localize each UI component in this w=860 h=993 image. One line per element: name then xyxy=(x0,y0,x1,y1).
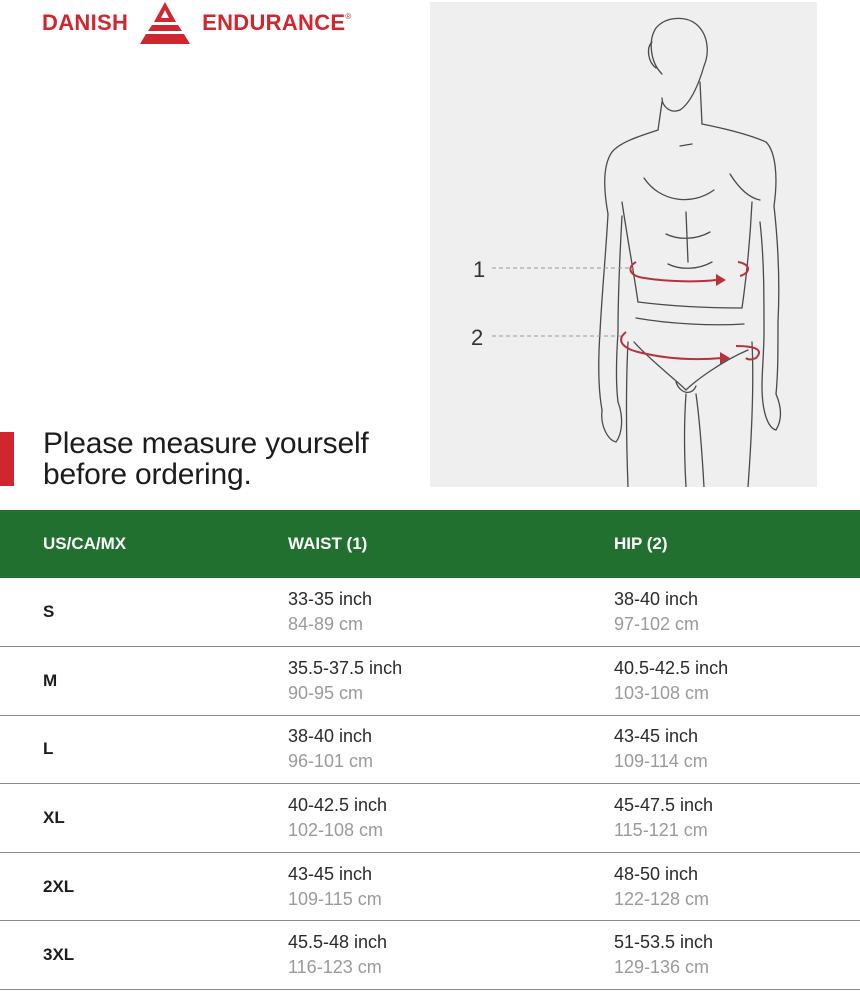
table-row xyxy=(0,852,860,921)
headline-line-1: Please measure yourself xyxy=(43,427,369,460)
waist-inch: 33-35 inch xyxy=(288,589,373,610)
size-label: M xyxy=(43,670,58,690)
brand-mountain-icon xyxy=(132,0,198,46)
hip-inch: 40.5-42.5 inch xyxy=(614,657,729,678)
size-label: L xyxy=(43,739,54,759)
hip-cell xyxy=(614,784,860,853)
table-row xyxy=(0,647,860,716)
hip-cm: 122-128 cm xyxy=(614,888,710,909)
hip-cell xyxy=(614,921,860,990)
waist-cell xyxy=(288,921,614,990)
hip-inch: 48-50 inch xyxy=(614,863,699,884)
waist-cell xyxy=(288,852,614,921)
waist-cell xyxy=(288,715,614,784)
size-cell xyxy=(0,578,288,647)
accent-bar xyxy=(0,432,14,486)
size-chart-table xyxy=(0,510,860,990)
hip-cm: 109-114 cm xyxy=(614,751,708,772)
hip-cell xyxy=(614,715,860,784)
size-cell xyxy=(0,784,288,853)
size-label: S xyxy=(43,602,55,622)
waist-cm: 96-101 cm xyxy=(288,751,374,772)
waist-inch: 43-45 inch xyxy=(288,863,373,884)
table-row xyxy=(0,784,860,853)
size-cell xyxy=(0,852,288,921)
hip-cm: 115-121 cm xyxy=(614,820,708,841)
table-row xyxy=(0,921,860,990)
hip-cell xyxy=(614,852,860,921)
hip-cm: 129-136 cm xyxy=(614,957,710,978)
size-label: 2XL xyxy=(43,876,75,896)
table-header-row xyxy=(0,510,860,578)
hip-inch: 43-45 inch xyxy=(614,726,699,747)
brand-word-right: ENDURANCE xyxy=(202,10,346,35)
waist-cm: 90-95 cm xyxy=(288,682,364,703)
table-row xyxy=(0,578,860,647)
hip-cell xyxy=(614,647,860,716)
registered-mark: ® xyxy=(345,12,352,21)
headline xyxy=(43,428,369,490)
hip-cell xyxy=(614,578,860,647)
waist-cm: 109-115 cm xyxy=(288,888,382,909)
waist-marker: 1 xyxy=(473,257,486,282)
hip-cm: 97-102 cm xyxy=(614,614,700,635)
waist-cell xyxy=(288,578,614,647)
size-label: XL xyxy=(43,808,65,828)
hip-marker: 2 xyxy=(471,325,484,350)
size-cell xyxy=(0,647,288,716)
hip-inch: 45-47.5 inch xyxy=(614,795,714,816)
hip-inch: 38-40 inch xyxy=(614,589,699,610)
measurement-figure xyxy=(430,2,817,487)
waist-inch: 35.5-37.5 inch xyxy=(288,657,403,678)
table-row xyxy=(0,715,860,784)
waist-cell xyxy=(288,784,614,853)
waist-inch: 38-40 inch xyxy=(288,726,373,747)
waist-inch: 40-42.5 inch xyxy=(288,795,388,816)
column-header-waist: WAIST (1) xyxy=(288,534,368,553)
column-header-size: US/CA/MX xyxy=(43,534,127,553)
body-outline-illustration xyxy=(430,2,817,487)
column-header-hip: HIP (2) xyxy=(614,534,668,553)
size-cell xyxy=(0,921,288,990)
brand-logo xyxy=(42,0,351,46)
waist-cm: 102-108 cm xyxy=(288,820,384,841)
waist-cm: 84-89 cm xyxy=(288,614,364,635)
waist-cm: 116-123 cm xyxy=(288,957,382,978)
hip-cm: 103-108 cm xyxy=(614,682,710,703)
hip-inch: 51-53.5 inch xyxy=(614,932,714,953)
size-label: 3XL xyxy=(43,945,75,965)
headline-line-2: before ordering. xyxy=(43,458,252,491)
waist-inch: 45.5-48 inch xyxy=(288,932,388,953)
brand-word-left: DANISH xyxy=(42,10,129,35)
size-cell xyxy=(0,715,288,784)
waist-cell xyxy=(288,647,614,716)
